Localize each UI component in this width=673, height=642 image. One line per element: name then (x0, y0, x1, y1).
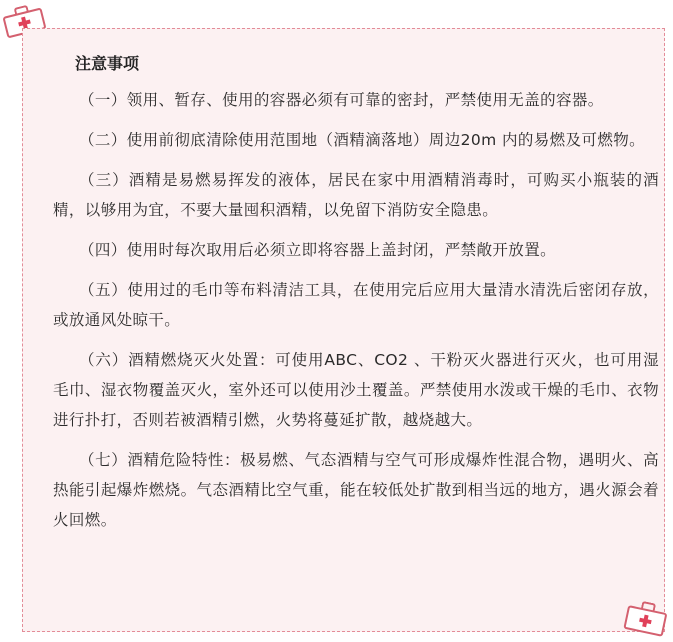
notice-item-3: （三）酒精是易燃易挥发的液体，居民在家中用酒精消毒时，可购买小瓶装的酒精，以够用为宜，不要大量囤积酒精，以免留下消防安全隐患。 (53, 171, 659, 219)
notice-item-5: （五）使用过的毛巾等布料清洁工具，在使用完后应用大量清水清洗后密闭存放，或放通风处晾干。 (53, 281, 659, 329)
notice-item-7: （七）酒精危险特性：极易燃、气态酒精与空气可形成爆炸性混合物，遇明火、高热能引起爆炸燃烧。气态酒精比空气重，能在较低处扩散到相当远的地方，遇火源会着火回燃。 (53, 451, 659, 529)
notice-item-4: （四）使用时每次取用后必须立即将容器上盖封闭，严禁敞开放置。 (79, 241, 557, 259)
notice-item-1: （一）领用、暂存、使用的容器必须有可靠的密封，严禁使用无盖的容器。 (79, 91, 604, 109)
notice-item-6: （六）酒精燃烧灭火处置：可使用ABC、CO2 、干粉灭火器进行灭火，也可用湿毛巾、湿衣物覆盖灭火，室外还可以使用沙土覆盖。严禁使用水泼或干燥的毛巾、衣物进行扑打，否则若被酒精引燃，火势将蔓延扩散，越烧越大。 (53, 351, 659, 429)
notice-title: 注意事项 (75, 54, 140, 73)
notice-card (22, 28, 665, 632)
notice-content (53, 53, 659, 535)
notice-item-2: （二）使用前彻底清除使用范围地（酒精滴落地）周边20m 内的易燃及可燃物。 (79, 131, 646, 149)
